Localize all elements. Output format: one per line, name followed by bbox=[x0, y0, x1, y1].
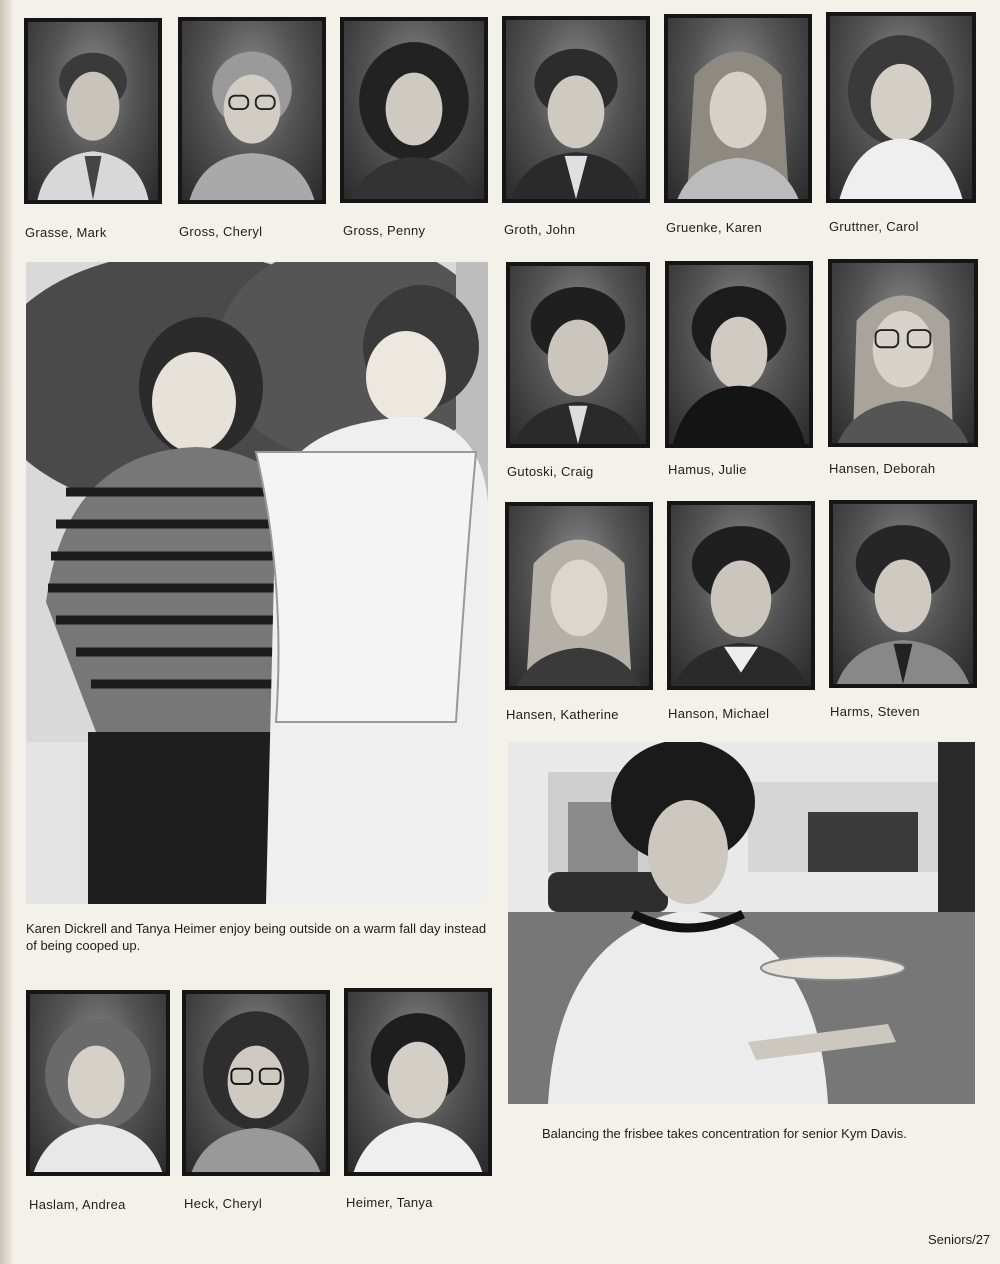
senior-name-label: Heimer, Tanya bbox=[346, 1195, 433, 1210]
senior-name-label: Gruenke, Karen bbox=[666, 220, 762, 235]
candid-photo-caption: Balancing the frisbee takes concentration for senior Kym Davis. bbox=[542, 1126, 907, 1141]
portrait-haslam-andrea bbox=[26, 990, 170, 1176]
senior-name-label: Gross, Penny bbox=[343, 223, 426, 238]
portrait-heck-cheryl bbox=[182, 990, 330, 1176]
senior-name-label: Hansen, Deborah bbox=[829, 461, 936, 476]
portrait-harms-steven bbox=[829, 500, 977, 688]
portrait-gross-penny bbox=[340, 17, 488, 203]
portrait-gruenke-karen bbox=[664, 14, 812, 203]
senior-name-label: Heck, Cheryl bbox=[184, 1196, 263, 1211]
senior-name-label: Gross, Cheryl bbox=[179, 224, 263, 239]
senior-name-label: Hansen, Katherine bbox=[506, 707, 619, 722]
portrait-hamus-julie bbox=[665, 261, 813, 448]
senior-name-label: Groth, John bbox=[504, 222, 576, 237]
page-folio: Seniors/27 bbox=[928, 1232, 991, 1247]
candid-photo-caption: Karen Dickrell and Tanya Heimer enjoy being outside on a warm fall day instead of being cooped up. bbox=[26, 921, 487, 953]
portrait-gross-cheryl bbox=[178, 17, 326, 204]
senior-name-label: Grasse, Mark bbox=[25, 225, 107, 240]
portrait-heimer-tanya bbox=[344, 988, 492, 1176]
candid-photo-friends-outside bbox=[26, 262, 488, 904]
senior-name-label: Gutoski, Craig bbox=[507, 464, 594, 479]
candid-photo-frisbee bbox=[508, 742, 975, 1104]
senior-name-label: Hanson, Michael bbox=[668, 706, 770, 721]
portrait-hansen-katherine bbox=[505, 502, 653, 690]
senior-name-label: Haslam, Andrea bbox=[29, 1197, 126, 1212]
portrait-hanson-michael bbox=[667, 501, 815, 690]
senior-name-label: Hamus, Julie bbox=[668, 462, 747, 477]
senior-name-label: Gruttner, Carol bbox=[829, 219, 919, 234]
senior-name-label: Harms, Steven bbox=[830, 704, 920, 719]
portrait-gruttner-carol bbox=[826, 12, 976, 203]
portrait-groth-john bbox=[502, 16, 650, 203]
page-binding-shadow bbox=[0, 0, 14, 1264]
portrait-grasse-mark bbox=[24, 18, 162, 204]
portrait-hansen-deborah bbox=[828, 259, 978, 447]
portrait-gutoski-craig bbox=[506, 262, 650, 448]
